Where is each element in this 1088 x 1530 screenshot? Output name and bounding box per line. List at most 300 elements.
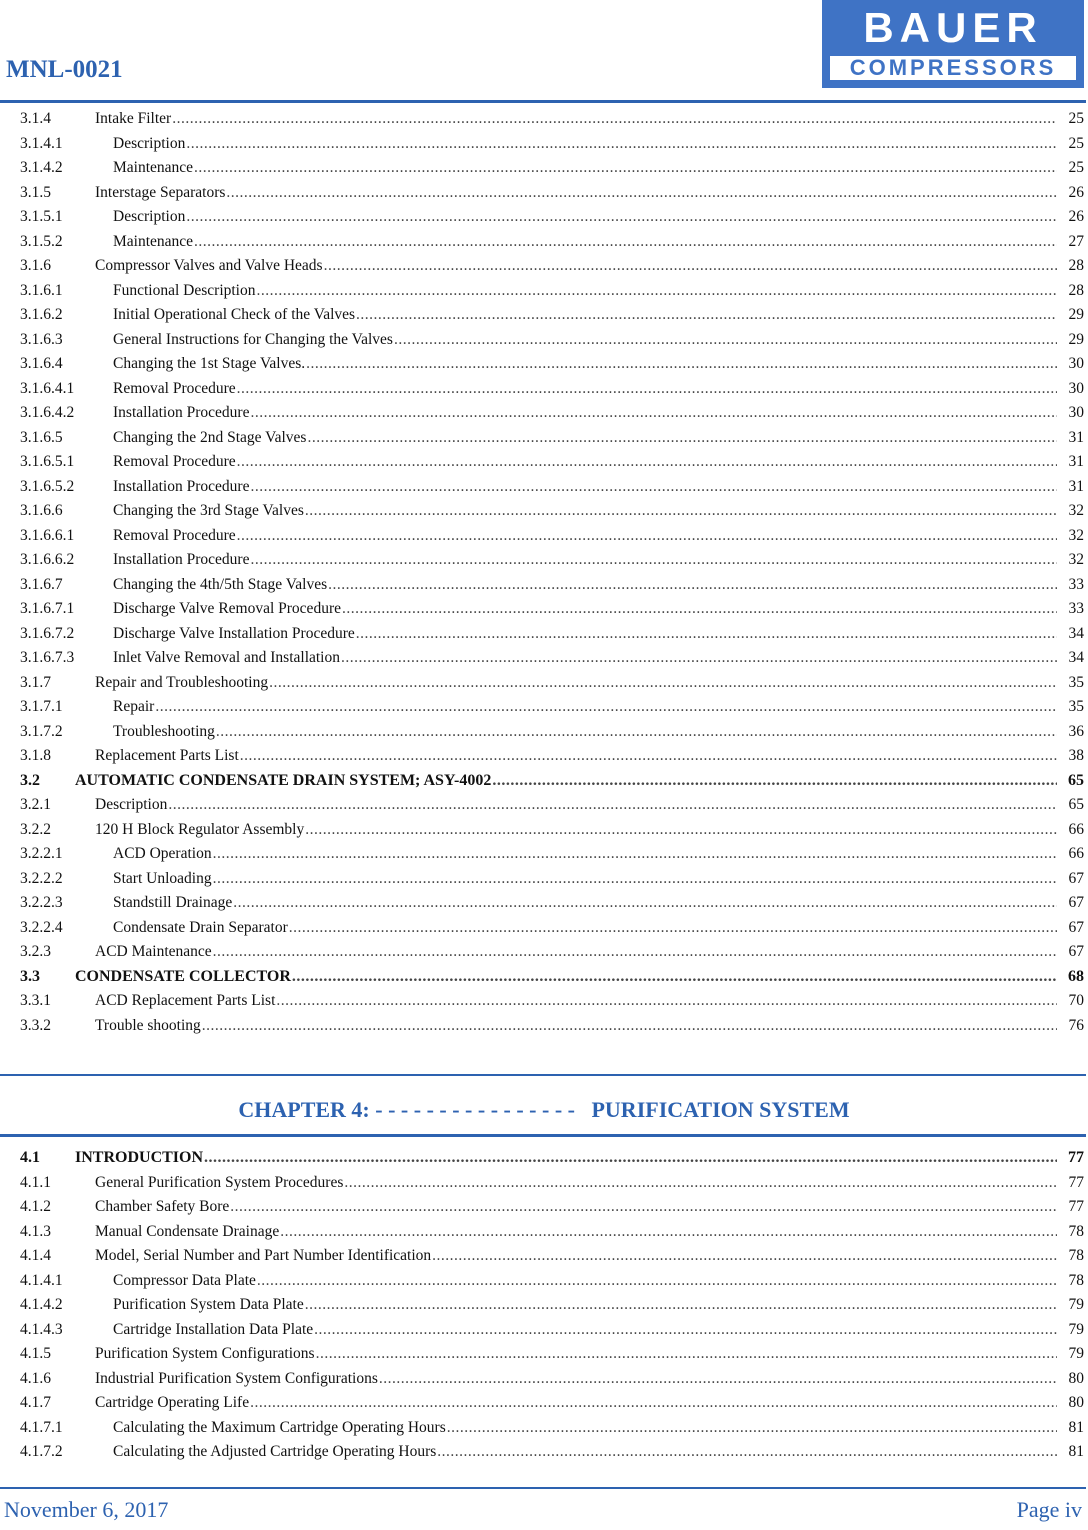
dot-leader xyxy=(306,353,1057,375)
toc-number: 4.1.7.1 xyxy=(20,1418,63,1436)
toc-number: 3.1.6 xyxy=(20,257,51,274)
dot-leader xyxy=(305,819,1057,841)
toc-title-leader xyxy=(113,1441,1058,1463)
toc-title-leader xyxy=(113,280,1058,302)
toc-number: 4.1.4 xyxy=(20,1247,51,1264)
toc-title: Removal Procedure xyxy=(113,526,236,544)
toc-title: Discharge Valve Removal Procedure xyxy=(113,600,341,617)
toc-title-leader xyxy=(95,1343,1058,1365)
toc-title: Discharge Valve Installation Procedure xyxy=(113,624,355,642)
toc-number: 4.1.4.1 xyxy=(20,1271,63,1289)
toc-entry[interactable] xyxy=(0,157,1088,179)
toc-title: Changing the 4th/5th Stage Valves xyxy=(113,575,328,593)
toc-page: 70 xyxy=(1068,992,1084,1009)
toc-number: 3.1.6.3 xyxy=(20,330,63,348)
toc-title: Inlet Valve Removal and Installation xyxy=(113,649,340,666)
dot-leader xyxy=(257,280,1058,302)
toc-title: Manual Condensate Drainage xyxy=(95,1222,280,1240)
toc-title: Changing the 1st Stage Valves. xyxy=(113,355,306,372)
toc-title-leader xyxy=(113,353,1058,375)
toc-title-leader xyxy=(95,672,1058,694)
footer-page-number: Page iv xyxy=(1016,1497,1082,1522)
toc-title: Changing the 3rd Stage Valves xyxy=(113,502,304,519)
toc-title-leader xyxy=(95,1392,1058,1414)
dot-leader xyxy=(305,1294,1057,1316)
toc-number: 4.1.7.2 xyxy=(20,1443,63,1460)
toc-title: Functional Description xyxy=(113,281,256,299)
dot-leader xyxy=(250,476,1057,498)
dot-leader xyxy=(230,1196,1057,1218)
toc-entry[interactable] xyxy=(0,525,1088,547)
toc-title: Start Unloading xyxy=(113,869,212,887)
dot-leader xyxy=(186,206,1057,228)
toc-title: Installation Procedure xyxy=(113,404,250,421)
toc-page: 31 xyxy=(1068,453,1084,470)
toc-page: 67 xyxy=(1068,869,1084,887)
logo-wordmark: BAUER xyxy=(863,4,1043,51)
toc-title-leader xyxy=(95,1172,1058,1194)
toc-title: Changing the 2nd Stage Valves xyxy=(113,428,307,446)
toc-number: 3.1.6.5.1 xyxy=(20,453,75,470)
chapter-heading xyxy=(0,1097,1088,1123)
doc-id: MNL-0021 xyxy=(6,56,123,83)
toc-title: Removal Procedure xyxy=(113,453,236,470)
toc-title: AUTOMATIC CONDENSATE DRAIN SYSTEM; ASY-4002 xyxy=(75,771,492,789)
toc-title: Removal Procedure xyxy=(113,379,236,397)
toc-number: 3.1.7.1 xyxy=(20,698,63,715)
toc-number: 3.1.6.7.1 xyxy=(20,600,75,617)
toc-number: 4.1.7 xyxy=(20,1394,51,1411)
chapter-title: PURIFICATION SYSTEM xyxy=(591,1097,850,1122)
toc-entry[interactable] xyxy=(0,378,1088,400)
toc-title: Calculating the Maximum Cartridge Operating Hours xyxy=(113,1418,446,1436)
dot-leader xyxy=(432,1245,1057,1267)
toc-title-leader xyxy=(113,696,1058,718)
toc-entry[interactable] xyxy=(0,108,1088,130)
toc-entry[interactable] xyxy=(0,1343,1088,1365)
toc-page: 78 xyxy=(1068,1222,1084,1240)
toc-entry[interactable] xyxy=(0,353,1088,375)
toc-number: 3.1.6.2 xyxy=(20,306,63,323)
dot-leader xyxy=(316,1343,1057,1365)
toc-page: 81 xyxy=(1068,1418,1084,1436)
toc-page: 27 xyxy=(1068,232,1084,250)
toc-entry[interactable] xyxy=(0,696,1088,718)
toc-title-leader xyxy=(113,157,1058,179)
toc-entry[interactable] xyxy=(0,427,1088,449)
toc-title-leader xyxy=(95,990,1058,1012)
toc-entry[interactable] xyxy=(0,500,1088,522)
toc-title-leader xyxy=(113,917,1058,939)
toc-title: Purification System Data Plate xyxy=(113,1296,304,1313)
toc-entry[interactable] xyxy=(0,255,1088,277)
toc-title-leader xyxy=(113,623,1058,645)
toc-number: 3.2.2.4 xyxy=(20,918,63,936)
toc-number: 3.1.6.4.1 xyxy=(20,379,75,397)
toc-title: Initial Operational Check of the Valves xyxy=(113,306,356,323)
toc-number: 3.1.6.6 xyxy=(20,502,63,519)
toc-title: Maintenance xyxy=(113,159,194,176)
toc-title: Trouble shooting xyxy=(95,1016,201,1034)
toc-page: 28 xyxy=(1068,281,1084,299)
toc-title: Condensate Drain Separator xyxy=(113,918,288,936)
dot-leader xyxy=(437,1441,1057,1463)
dot-leader xyxy=(204,1147,1057,1169)
toc-number: 3.2.2.3 xyxy=(20,894,63,911)
toc-page: 25 xyxy=(1068,159,1084,176)
toc-number: 3.1.6.5 xyxy=(20,428,63,446)
toc-entry[interactable] xyxy=(0,1392,1088,1414)
dot-leader xyxy=(356,623,1057,645)
dot-leader xyxy=(289,917,1057,939)
toc-entry[interactable] xyxy=(0,892,1088,914)
toc-number: 3.2 xyxy=(20,771,40,789)
chapter-label: CHAPTER 4: xyxy=(238,1097,370,1122)
toc-title: Model, Serial Number and Part Number Identification xyxy=(95,1247,432,1264)
chapter-rule-bottom xyxy=(0,1134,1086,1137)
toc-title: Installation Procedure xyxy=(113,477,250,495)
toc-page: 26 xyxy=(1068,183,1084,201)
toc-entry[interactable] xyxy=(0,451,1088,473)
toc-entry[interactable] xyxy=(0,1245,1088,1267)
toc-title: ACD Operation xyxy=(113,845,212,862)
toc-page: 38 xyxy=(1068,747,1084,764)
toc-page: 31 xyxy=(1068,477,1084,495)
toc-page: 79 xyxy=(1068,1296,1084,1313)
toc-title: 120 H Block Regulator Assembly xyxy=(95,820,305,838)
logo-subtitle: COMPRESSORS xyxy=(828,54,1078,82)
dot-leader xyxy=(492,770,1057,792)
toc-page: 29 xyxy=(1068,330,1084,348)
toc-title: Cartridge Operating Life xyxy=(95,1394,250,1411)
toc-number: 3.1.4.2 xyxy=(20,159,63,176)
toc-title-leader xyxy=(113,133,1058,155)
toc-number: 3.1.6.7.3 xyxy=(20,649,75,666)
toc-entry[interactable] xyxy=(0,966,1088,988)
toc-title: ACD Replacement Parts List xyxy=(95,992,276,1009)
toc-number: 3.1.8 xyxy=(20,747,51,764)
toc-page: 31 xyxy=(1068,428,1084,446)
dot-leader xyxy=(172,108,1057,130)
dot-leader xyxy=(314,1319,1057,1341)
toc-title-leader xyxy=(95,1245,1058,1267)
toc-page: 32 xyxy=(1068,526,1084,544)
header-rule xyxy=(0,100,1086,103)
toc-entry[interactable] xyxy=(0,1172,1088,1194)
toc-entry[interactable] xyxy=(0,133,1088,155)
toc-title-leader xyxy=(113,304,1058,326)
toc-number: 4.1 xyxy=(20,1149,40,1166)
dot-leader xyxy=(276,990,1057,1012)
toc-entry[interactable] xyxy=(0,623,1088,645)
dot-leader xyxy=(342,598,1057,620)
dot-leader xyxy=(250,1392,1057,1414)
dot-leader xyxy=(155,696,1057,718)
toc-title: Standstill Drainage xyxy=(113,894,233,911)
toc-entry[interactable] xyxy=(0,1196,1088,1218)
toc-page: 76 xyxy=(1068,1016,1084,1034)
toc-number: 3.3.2 xyxy=(20,1016,51,1034)
toc-title: Compressor Valves and Valve Heads xyxy=(95,257,323,274)
toc-title-leader xyxy=(113,402,1058,424)
toc-page: 34 xyxy=(1068,624,1084,642)
toc-number: 4.1.2 xyxy=(20,1198,51,1215)
toc-title-leader xyxy=(95,108,1058,130)
toc-title-leader xyxy=(113,206,1058,228)
toc-number: 3.2.3 xyxy=(20,943,51,960)
toc-number: 3.1.5.2 xyxy=(20,232,63,250)
toc-page: 32 xyxy=(1068,502,1084,519)
toc-title-leader xyxy=(113,1294,1058,1316)
toc-page: 29 xyxy=(1068,306,1084,323)
toc-page: 30 xyxy=(1068,355,1084,372)
toc-number: 3.1.4.1 xyxy=(20,134,63,152)
toc-entry[interactable] xyxy=(0,549,1088,571)
toc-page: 33 xyxy=(1068,575,1084,593)
toc-title: Troubleshooting xyxy=(113,722,215,740)
toc-title: General Instructions for Changing the Valves xyxy=(113,330,393,348)
toc-number: 3.1.6.4.2 xyxy=(20,404,75,421)
footer-date: November 6, 2017 xyxy=(4,1497,169,1522)
toc-page: 77 xyxy=(1068,1149,1084,1166)
dot-leader xyxy=(394,329,1057,351)
dot-leader xyxy=(307,427,1057,449)
toc-entry[interactable] xyxy=(0,990,1088,1012)
toc-title-leader xyxy=(95,1015,1058,1037)
toc-entry[interactable] xyxy=(0,574,1088,596)
toc-title-leader xyxy=(113,574,1058,596)
toc-number: 4.1.5 xyxy=(20,1345,51,1362)
toc-title: CONDENSATE COLLECTOR xyxy=(75,967,291,985)
toc-entry[interactable] xyxy=(0,1417,1088,1439)
toc-title-leader xyxy=(113,721,1058,743)
toc-entry[interactable] xyxy=(0,598,1088,620)
toc-entry[interactable] xyxy=(0,770,1088,792)
toc-page: 78 xyxy=(1068,1247,1084,1264)
toc-entry[interactable] xyxy=(0,1368,1088,1390)
footer-rule xyxy=(0,1487,1086,1489)
toc-title: Description xyxy=(113,134,186,152)
toc-number: 4.1.3 xyxy=(20,1222,51,1240)
toc-page: 32 xyxy=(1068,551,1084,568)
toc-entry[interactable] xyxy=(0,843,1088,865)
dot-leader xyxy=(250,402,1057,424)
toc-title-leader xyxy=(113,892,1058,914)
toc-entry[interactable] xyxy=(0,647,1088,669)
toc-page: 80 xyxy=(1068,1394,1084,1411)
bauer-logo xyxy=(822,0,1084,88)
toc-number: 4.1.1 xyxy=(20,1173,51,1191)
toc-page: 33 xyxy=(1068,600,1084,617)
toc-title: Purification System Configurations xyxy=(95,1345,315,1362)
dot-leader xyxy=(356,304,1057,326)
toc-title-leader xyxy=(113,1319,1058,1341)
toc-entry[interactable] xyxy=(0,231,1088,253)
toc-number: 3.1.6.7.2 xyxy=(20,624,75,642)
toc-page: 34 xyxy=(1068,649,1084,666)
toc-title: Interstage Separators xyxy=(95,183,226,201)
toc-title-leader xyxy=(113,525,1058,547)
toc-entry[interactable] xyxy=(0,1319,1088,1341)
toc-entry[interactable] xyxy=(0,402,1088,424)
toc-number: 3.1.7.2 xyxy=(20,722,63,740)
toc-title-leader xyxy=(113,1417,1058,1439)
chapter-rule-top xyxy=(0,1074,1086,1076)
toc-title: Compressor Data Plate xyxy=(113,1271,256,1289)
toc-title-leader xyxy=(95,745,1058,767)
toc-title-leader xyxy=(95,819,1058,841)
toc-title-leader xyxy=(95,941,1058,963)
toc-page: 77 xyxy=(1068,1198,1084,1215)
toc-title-leader xyxy=(113,378,1058,400)
dot-leader xyxy=(257,1270,1057,1292)
toc-entry[interactable] xyxy=(0,280,1088,302)
toc-title-leader xyxy=(113,868,1058,890)
toc-title-leader xyxy=(113,549,1058,571)
toc-title-leader xyxy=(113,598,1058,620)
dot-leader xyxy=(379,1368,1057,1390)
toc-title: INTRODUCTION xyxy=(75,1149,204,1166)
toc-entry[interactable] xyxy=(0,721,1088,743)
toc-title-leader xyxy=(113,647,1058,669)
toc-number: 3.1.6.7 xyxy=(20,575,63,593)
dot-leader xyxy=(202,1015,1057,1037)
toc-number: 3.2.2.1 xyxy=(20,845,63,862)
toc-title: Industrial Purification System Configurations xyxy=(95,1369,378,1387)
toc-entry[interactable] xyxy=(0,819,1088,841)
toc-title-leader xyxy=(95,182,1058,204)
dot-leader xyxy=(447,1417,1057,1439)
toc-title-leader xyxy=(95,1368,1058,1390)
toc-title-leader xyxy=(113,451,1058,473)
toc-entry[interactable] xyxy=(0,672,1088,694)
dot-leader xyxy=(194,157,1057,179)
toc-entry[interactable] xyxy=(0,941,1088,963)
toc-page: 66 xyxy=(1068,845,1084,862)
toc-page: 80 xyxy=(1068,1369,1084,1387)
toc-entry[interactable] xyxy=(0,1294,1088,1316)
dot-leader xyxy=(226,182,1057,204)
dot-leader xyxy=(237,525,1057,547)
dot-leader xyxy=(328,574,1057,596)
toc-page: 66 xyxy=(1068,820,1084,838)
toc-title: Repair and Troubleshooting xyxy=(95,673,269,691)
toc-title-leader xyxy=(75,770,1058,792)
toc-title: Calculating the Adjusted Cartridge Operating Hours xyxy=(113,1443,437,1460)
dot-leader xyxy=(324,255,1057,277)
toc-entry[interactable] xyxy=(0,1441,1088,1463)
toc-page: 77 xyxy=(1068,1173,1084,1191)
toc-page: 25 xyxy=(1068,134,1084,152)
dot-leader xyxy=(240,745,1057,767)
toc-title: Maintenance xyxy=(113,232,194,250)
toc-number: 3.2.2.2 xyxy=(20,869,63,887)
toc-page: 35 xyxy=(1068,698,1084,715)
toc-title-leader xyxy=(95,794,1058,816)
toc-number: 3.1.5 xyxy=(20,183,51,201)
toc-title: Intake Filter xyxy=(95,110,172,127)
chapter-dashes: - - - - - - - - - - - - - - - - xyxy=(375,1097,575,1122)
dot-leader xyxy=(237,451,1057,473)
toc-title-leader xyxy=(113,427,1058,449)
toc-number: 4.1.4.3 xyxy=(20,1320,63,1338)
toc-entry[interactable] xyxy=(0,868,1088,890)
toc-entry[interactable] xyxy=(0,917,1088,939)
toc-page: 30 xyxy=(1068,404,1084,421)
toc-entry[interactable] xyxy=(0,1221,1088,1243)
dot-leader xyxy=(213,941,1057,963)
toc-title: Installation Procedure xyxy=(113,551,250,568)
toc-page: 35 xyxy=(1068,673,1084,691)
toc-entry[interactable] xyxy=(0,182,1088,204)
toc-page: 67 xyxy=(1068,918,1084,936)
toc-title-leader xyxy=(113,843,1058,865)
toc-number: 3.1.7 xyxy=(20,673,51,691)
dot-leader xyxy=(344,1172,1057,1194)
toc-title-leader xyxy=(113,231,1058,253)
toc-number: 3.3.1 xyxy=(20,992,51,1009)
toc-page: 78 xyxy=(1068,1271,1084,1289)
toc-title-leader xyxy=(75,1147,1058,1169)
toc-page: 30 xyxy=(1068,379,1084,397)
toc-title: General Purification System Procedures xyxy=(95,1173,344,1191)
toc-number: 3.2.2 xyxy=(20,820,51,838)
dot-leader xyxy=(237,378,1057,400)
toc-page: 81 xyxy=(1068,1443,1084,1460)
toc-title-leader xyxy=(113,1270,1058,1292)
toc-title: Chamber Safety Bore xyxy=(95,1198,230,1215)
toc-entry[interactable] xyxy=(0,794,1088,816)
dot-leader xyxy=(269,672,1057,694)
dot-leader xyxy=(292,966,1057,988)
toc-entry[interactable] xyxy=(0,1147,1088,1169)
dot-leader xyxy=(305,500,1057,522)
toc-page: 79 xyxy=(1068,1320,1084,1338)
toc-number: 3.1.6.4 xyxy=(20,355,63,372)
toc-page: 36 xyxy=(1068,722,1084,740)
dot-leader xyxy=(233,892,1057,914)
toc-title-leader xyxy=(75,966,1058,988)
toc-entry[interactable] xyxy=(0,329,1088,351)
dot-leader xyxy=(341,647,1057,669)
dot-leader xyxy=(250,549,1057,571)
toc-page: 65 xyxy=(1068,796,1084,813)
toc-number: 3.1.5.1 xyxy=(20,208,63,225)
toc-number: 3.2.1 xyxy=(20,796,51,813)
toc-page: 67 xyxy=(1068,894,1084,911)
toc-title-leader xyxy=(95,255,1058,277)
toc-title-leader xyxy=(95,1221,1058,1243)
toc-page: 65 xyxy=(1068,771,1084,789)
toc-entry[interactable] xyxy=(0,206,1088,228)
dot-leader xyxy=(194,231,1057,253)
toc-number: 3.1.6.6.2 xyxy=(20,551,75,568)
toc-title: Repair xyxy=(113,698,155,715)
toc-entry[interactable] xyxy=(0,476,1088,498)
toc-number: 4.1.6 xyxy=(20,1369,51,1387)
toc-entry[interactable] xyxy=(0,1015,1088,1037)
dot-leader xyxy=(168,794,1057,816)
dot-leader xyxy=(216,721,1057,743)
toc-entry[interactable] xyxy=(0,745,1088,767)
toc-entry[interactable] xyxy=(0,304,1088,326)
toc-title: Cartridge Installation Data Plate xyxy=(113,1320,314,1338)
toc-title-leader xyxy=(113,476,1058,498)
dot-leader xyxy=(280,1221,1057,1243)
toc-entry[interactable] xyxy=(0,1270,1088,1292)
dot-leader xyxy=(213,843,1057,865)
toc-title-leader xyxy=(113,329,1058,351)
